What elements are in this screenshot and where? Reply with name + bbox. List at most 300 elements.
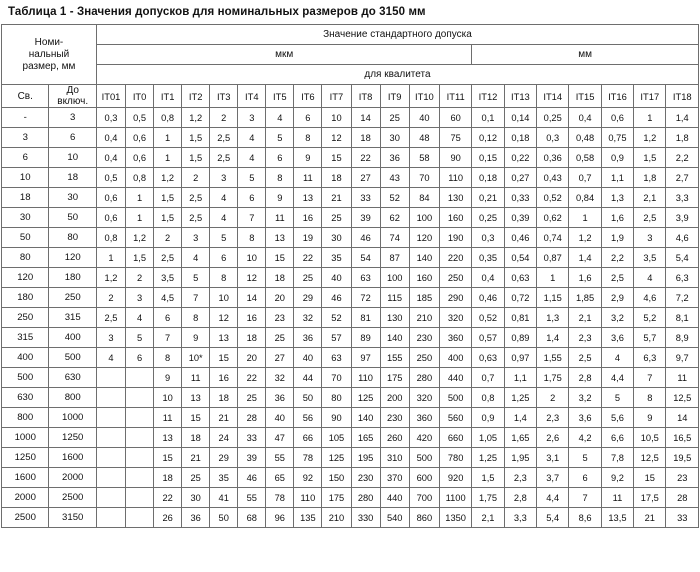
cell: 0,7: [569, 168, 601, 188]
cell: 0,35: [472, 248, 504, 268]
table-row: [2, 288, 699, 308]
cell: 1,55: [537, 348, 569, 368]
cell: 5,4: [666, 248, 699, 268]
cell: 1,5: [182, 148, 210, 168]
cell: 1: [154, 148, 182, 168]
cell: 0,89: [504, 328, 536, 348]
row-from: 1000: [2, 428, 49, 448]
cell: 1,5: [154, 208, 182, 228]
cell: 250: [409, 348, 439, 368]
cell: 1,2: [154, 168, 182, 188]
cell: 1,5: [472, 468, 504, 488]
cell: 36: [380, 148, 409, 168]
cell: 1,5: [154, 188, 182, 208]
grade-header-it01: IT01: [96, 85, 125, 108]
cell: 2: [126, 268, 154, 288]
cell: [126, 448, 154, 468]
cell: 9: [154, 368, 182, 388]
cell: 5,4: [537, 508, 569, 528]
cell: 0,21: [472, 188, 504, 208]
table-row: [2, 388, 699, 408]
cell: 4: [601, 348, 633, 368]
cell: [96, 428, 125, 448]
cell: 4,4: [537, 488, 569, 508]
cell: [182, 348, 210, 368]
cell: 25: [294, 268, 322, 288]
cell: 200: [380, 388, 409, 408]
cell: 40: [266, 408, 294, 428]
cell: 1,5: [634, 148, 666, 168]
cell: 11: [266, 208, 294, 228]
cell: 125: [351, 388, 380, 408]
cell: 55: [266, 448, 294, 468]
cell: 19,5: [666, 448, 699, 468]
cell: 700: [409, 488, 439, 508]
grade-header-it4: IT4: [238, 85, 266, 108]
cell: 46: [322, 288, 351, 308]
cell: 20: [266, 288, 294, 308]
std-tolerance-header: Значение стандартного допуска: [96, 25, 698, 45]
cell: 4,6: [634, 288, 666, 308]
cell: 4: [634, 268, 666, 288]
cell: 320: [409, 388, 439, 408]
nominal-line-2: нальный: [28, 48, 70, 60]
cell: 29: [294, 288, 322, 308]
cell: 1,6: [569, 268, 601, 288]
cell: 22: [294, 248, 322, 268]
cell: 3,9: [666, 208, 699, 228]
cell: 21: [634, 508, 666, 528]
table-row: [2, 128, 699, 148]
cell: 8,6: [569, 508, 601, 528]
cell: 1,9: [601, 228, 633, 248]
to-header-line-1: До: [66, 85, 79, 96]
cell: 600: [409, 468, 439, 488]
cell: 3,2: [569, 388, 601, 408]
table-row: [2, 488, 699, 508]
cell: 54: [351, 248, 380, 268]
cell: [96, 408, 125, 428]
cell: 19: [294, 228, 322, 248]
cell: 52: [380, 188, 409, 208]
table-row: [2, 408, 699, 428]
cell: 920: [439, 468, 471, 488]
cell: 13: [210, 328, 238, 348]
cell: 62: [380, 208, 409, 228]
cell: 10: [238, 248, 266, 268]
cell: 9: [266, 188, 294, 208]
cell: 0,1: [472, 108, 504, 128]
cell: 9: [182, 328, 210, 348]
cell: 3,3: [666, 188, 699, 208]
cell: 75: [439, 128, 471, 148]
table-row: [2, 148, 699, 168]
cell: 0,8: [154, 108, 182, 128]
cell: 0,46: [504, 228, 536, 248]
for-quality-header: для квалитета: [96, 65, 698, 85]
cell: 4: [238, 148, 266, 168]
cell: 115: [380, 288, 409, 308]
cell: 165: [351, 428, 380, 448]
cell: 0,6: [601, 108, 633, 128]
cell: 0,84: [569, 188, 601, 208]
cell: 80: [322, 388, 351, 408]
grade-header-it7: IT7: [322, 85, 351, 108]
cell: 0,7: [472, 368, 504, 388]
cell: 2,5: [182, 188, 210, 208]
cell: 7,8: [601, 448, 633, 468]
cell: 2,8: [504, 488, 536, 508]
row-to: 1600: [49, 448, 96, 468]
cell: 155: [380, 348, 409, 368]
cell: 120: [409, 228, 439, 248]
grade-header-it1: IT1: [154, 85, 182, 108]
row-from: 120: [2, 268, 49, 288]
row-from: 800: [2, 408, 49, 428]
cell: 0,4: [96, 128, 125, 148]
cell: 4: [238, 128, 266, 148]
cell: 25: [380, 108, 409, 128]
cell: 8: [266, 168, 294, 188]
cell: 11: [294, 168, 322, 188]
cell: 1,15: [537, 288, 569, 308]
cell: 0,25: [472, 208, 504, 228]
row-to: 250: [49, 288, 96, 308]
cell: 6: [238, 188, 266, 208]
cell: 33: [666, 508, 699, 528]
row-to: 50: [49, 208, 96, 228]
cell: 1,8: [634, 168, 666, 188]
cell: 4: [210, 188, 238, 208]
cell: 2: [182, 168, 210, 188]
row-from: 315: [2, 328, 49, 348]
cell: 2,2: [601, 248, 633, 268]
table-row: [2, 208, 699, 228]
nominal-line-1: Номи-: [34, 36, 64, 48]
cell: 2,3: [504, 468, 536, 488]
cell: 2,5: [634, 208, 666, 228]
cell: 2,5: [154, 248, 182, 268]
table-row: [2, 188, 699, 208]
row-from: 3: [2, 128, 49, 148]
table-row: [2, 228, 699, 248]
cell: 23: [666, 468, 699, 488]
cell: 1,4: [666, 108, 699, 128]
cell: 2,2: [666, 148, 699, 168]
cell: 68: [238, 508, 266, 528]
to-header-line-2: включ.: [57, 96, 89, 107]
cell: 2,5: [182, 208, 210, 228]
cell: 1100: [439, 488, 471, 508]
cell: 4: [96, 348, 125, 368]
cell: 10: [210, 288, 238, 308]
cell: 2: [96, 288, 125, 308]
cell: 6: [294, 108, 322, 128]
cell: 125: [322, 448, 351, 468]
cell: 15: [210, 348, 238, 368]
cell: 260: [380, 428, 409, 448]
cell: 14: [666, 408, 699, 428]
row-to: 630: [49, 368, 96, 388]
cell: 5: [210, 228, 238, 248]
cell: 0,63: [472, 348, 504, 368]
cell: 30: [322, 228, 351, 248]
cell: 5: [601, 388, 633, 408]
cell: 1,2: [569, 228, 601, 248]
cell: 92: [294, 468, 322, 488]
cell: 11: [154, 408, 182, 428]
cell: 22: [238, 368, 266, 388]
cell: 2,6: [537, 428, 569, 448]
cell: 175: [380, 368, 409, 388]
cell: 130: [439, 188, 471, 208]
cell: 0,75: [601, 128, 633, 148]
cell: 780: [439, 448, 471, 468]
cell: 0,3: [96, 108, 125, 128]
cell: 860: [409, 508, 439, 528]
cell: 160: [439, 208, 471, 228]
cell: 560: [439, 408, 471, 428]
cell: 25: [182, 468, 210, 488]
cell: 11: [666, 368, 699, 388]
cell: 13: [154, 428, 182, 448]
cell: 3,6: [601, 328, 633, 348]
cell: 30: [380, 128, 409, 148]
cell: [126, 388, 154, 408]
cell: 210: [322, 508, 351, 528]
cell: 0,36: [537, 148, 569, 168]
nominal-line-3: размер, мм: [22, 60, 76, 72]
cell: 70: [409, 168, 439, 188]
cell: 50: [294, 388, 322, 408]
cell: 0,4: [569, 108, 601, 128]
unit-mkm-header: мкм: [96, 45, 471, 65]
cell: 1,8: [666, 128, 699, 148]
cell: 2: [210, 108, 238, 128]
cell: 370: [380, 468, 409, 488]
cell: 150: [322, 468, 351, 488]
table-row: [2, 168, 699, 188]
cell: 1: [634, 108, 666, 128]
cell: 6: [266, 148, 294, 168]
cell: 0,33: [504, 188, 536, 208]
cell: 7: [182, 288, 210, 308]
cell: 0,14: [504, 108, 536, 128]
cell: 0,62: [537, 208, 569, 228]
cell: 63: [322, 348, 351, 368]
cell: 0,22: [504, 148, 536, 168]
row-to: 3: [49, 108, 96, 128]
row-from: 180: [2, 288, 49, 308]
cell: [126, 368, 154, 388]
cell: 60: [439, 108, 471, 128]
cell: 8: [154, 348, 182, 368]
cell: 2,8: [569, 368, 601, 388]
grade-header-it0: IT0: [126, 85, 154, 108]
cell: 290: [439, 288, 471, 308]
grade-header-it15: IT15: [569, 85, 601, 108]
cell: 0,12: [472, 128, 504, 148]
cell: 9: [294, 148, 322, 168]
cell: 11: [601, 488, 633, 508]
cell: 1,1: [504, 368, 536, 388]
cell: 32: [266, 368, 294, 388]
cell: 3,5: [634, 248, 666, 268]
cell: 320: [439, 308, 471, 328]
row-from: 6: [2, 148, 49, 168]
table-row: [2, 248, 699, 268]
cell: 58: [409, 148, 439, 168]
grade-header-it2: IT2: [182, 85, 210, 108]
cell: 0,27: [504, 168, 536, 188]
cell: 14: [351, 108, 380, 128]
table-row: [2, 348, 699, 368]
cell: 0,58: [569, 148, 601, 168]
cell: 15: [266, 248, 294, 268]
cell: 40: [322, 268, 351, 288]
cell: 3,3: [504, 508, 536, 528]
cell: 18: [266, 268, 294, 288]
cell: 0,54: [504, 248, 536, 268]
table-row: [2, 508, 699, 528]
cell: 1,5: [126, 248, 154, 268]
cell: 2,7: [666, 168, 699, 188]
cell: 1: [126, 208, 154, 228]
cell: 4: [126, 308, 154, 328]
cell: 0,18: [504, 128, 536, 148]
cell: 90: [439, 148, 471, 168]
cell: 2: [154, 228, 182, 248]
cell: 89: [351, 328, 380, 348]
row-to: 400: [49, 328, 96, 348]
cell: 21: [182, 448, 210, 468]
cell: 48: [409, 128, 439, 148]
cell: 250: [439, 268, 471, 288]
cell: 6: [154, 308, 182, 328]
cell: 660: [439, 428, 471, 448]
cell: 0,5: [96, 168, 125, 188]
cell: 25: [238, 388, 266, 408]
cell: 1,2: [126, 228, 154, 248]
cell: 310: [380, 448, 409, 468]
row-from: 2500: [2, 508, 49, 528]
cell: 10: [154, 388, 182, 408]
cell: [126, 408, 154, 428]
cell: 8: [634, 388, 666, 408]
cell: 400: [439, 348, 471, 368]
cell: 1: [126, 188, 154, 208]
cell: 0,15: [472, 148, 504, 168]
cell: 0,6: [126, 128, 154, 148]
cell: 1,2: [96, 268, 125, 288]
grade-header-it10: IT10: [409, 85, 439, 108]
cell: 1,95: [504, 448, 536, 468]
cell: 16: [238, 308, 266, 328]
row-to: 2500: [49, 488, 96, 508]
cell: 8: [238, 228, 266, 248]
cell: 35: [322, 248, 351, 268]
cell: 1: [537, 268, 569, 288]
cell: 57: [322, 328, 351, 348]
cell: 500: [409, 448, 439, 468]
cell: 100: [380, 268, 409, 288]
cell: 4,5: [154, 288, 182, 308]
cell: 6: [210, 248, 238, 268]
grade-header-it9: IT9: [380, 85, 409, 108]
cell: 2,3: [537, 408, 569, 428]
cell: [126, 508, 154, 528]
cell: 2,1: [472, 508, 504, 528]
cell: 1: [96, 248, 125, 268]
cell: 40: [294, 348, 322, 368]
row-from: 30: [2, 208, 49, 228]
cell: 16: [294, 208, 322, 228]
cell: 10: [322, 108, 351, 128]
cell: 1,2: [634, 128, 666, 148]
cell: 1,5: [182, 128, 210, 148]
cell: 13: [266, 228, 294, 248]
cell: 56: [294, 408, 322, 428]
cell: 5: [266, 128, 294, 148]
row-from: 500: [2, 368, 49, 388]
cell: [96, 508, 125, 528]
cell: 110: [351, 368, 380, 388]
cell: 18: [351, 128, 380, 148]
from-header: Св.: [2, 85, 49, 108]
cell: 0,72: [504, 288, 536, 308]
row-to: 800: [49, 388, 96, 408]
cell: 36: [182, 508, 210, 528]
cell: 185: [409, 288, 439, 308]
cell: 81: [351, 308, 380, 328]
header-row-2: [2, 45, 699, 65]
cell: 40: [409, 108, 439, 128]
cell: 0,6: [96, 188, 125, 208]
cell: 0,8: [96, 228, 125, 248]
row-from: 18: [2, 188, 49, 208]
cell: 6: [569, 468, 601, 488]
grade-header-it16: IT16: [601, 85, 633, 108]
cell: 540: [380, 508, 409, 528]
cell: 0,63: [504, 268, 536, 288]
cell: 96: [266, 508, 294, 528]
cell: 2: [537, 388, 569, 408]
cell: 360: [409, 408, 439, 428]
grade-header-it13: IT13: [504, 85, 536, 108]
cell: 18: [210, 388, 238, 408]
cell: 3: [238, 108, 266, 128]
cell: 0,87: [537, 248, 569, 268]
cell: 87: [380, 248, 409, 268]
cell: 1,75: [472, 488, 504, 508]
cell: 2,9: [601, 288, 633, 308]
cell: 230: [351, 468, 380, 488]
cell: 280: [351, 488, 380, 508]
cell: 3,5: [154, 268, 182, 288]
cell: [126, 468, 154, 488]
cell: 43: [380, 168, 409, 188]
cell: 2,5: [601, 268, 633, 288]
cell: 72: [351, 288, 380, 308]
cell: 12: [322, 128, 351, 148]
cell: 4: [182, 248, 210, 268]
cell: 0,3: [537, 128, 569, 148]
cell: 6,6: [601, 428, 633, 448]
header-row-3: [2, 65, 699, 85]
cell: 440: [380, 488, 409, 508]
cell: 2,5: [96, 308, 125, 328]
cell: 25: [266, 328, 294, 348]
